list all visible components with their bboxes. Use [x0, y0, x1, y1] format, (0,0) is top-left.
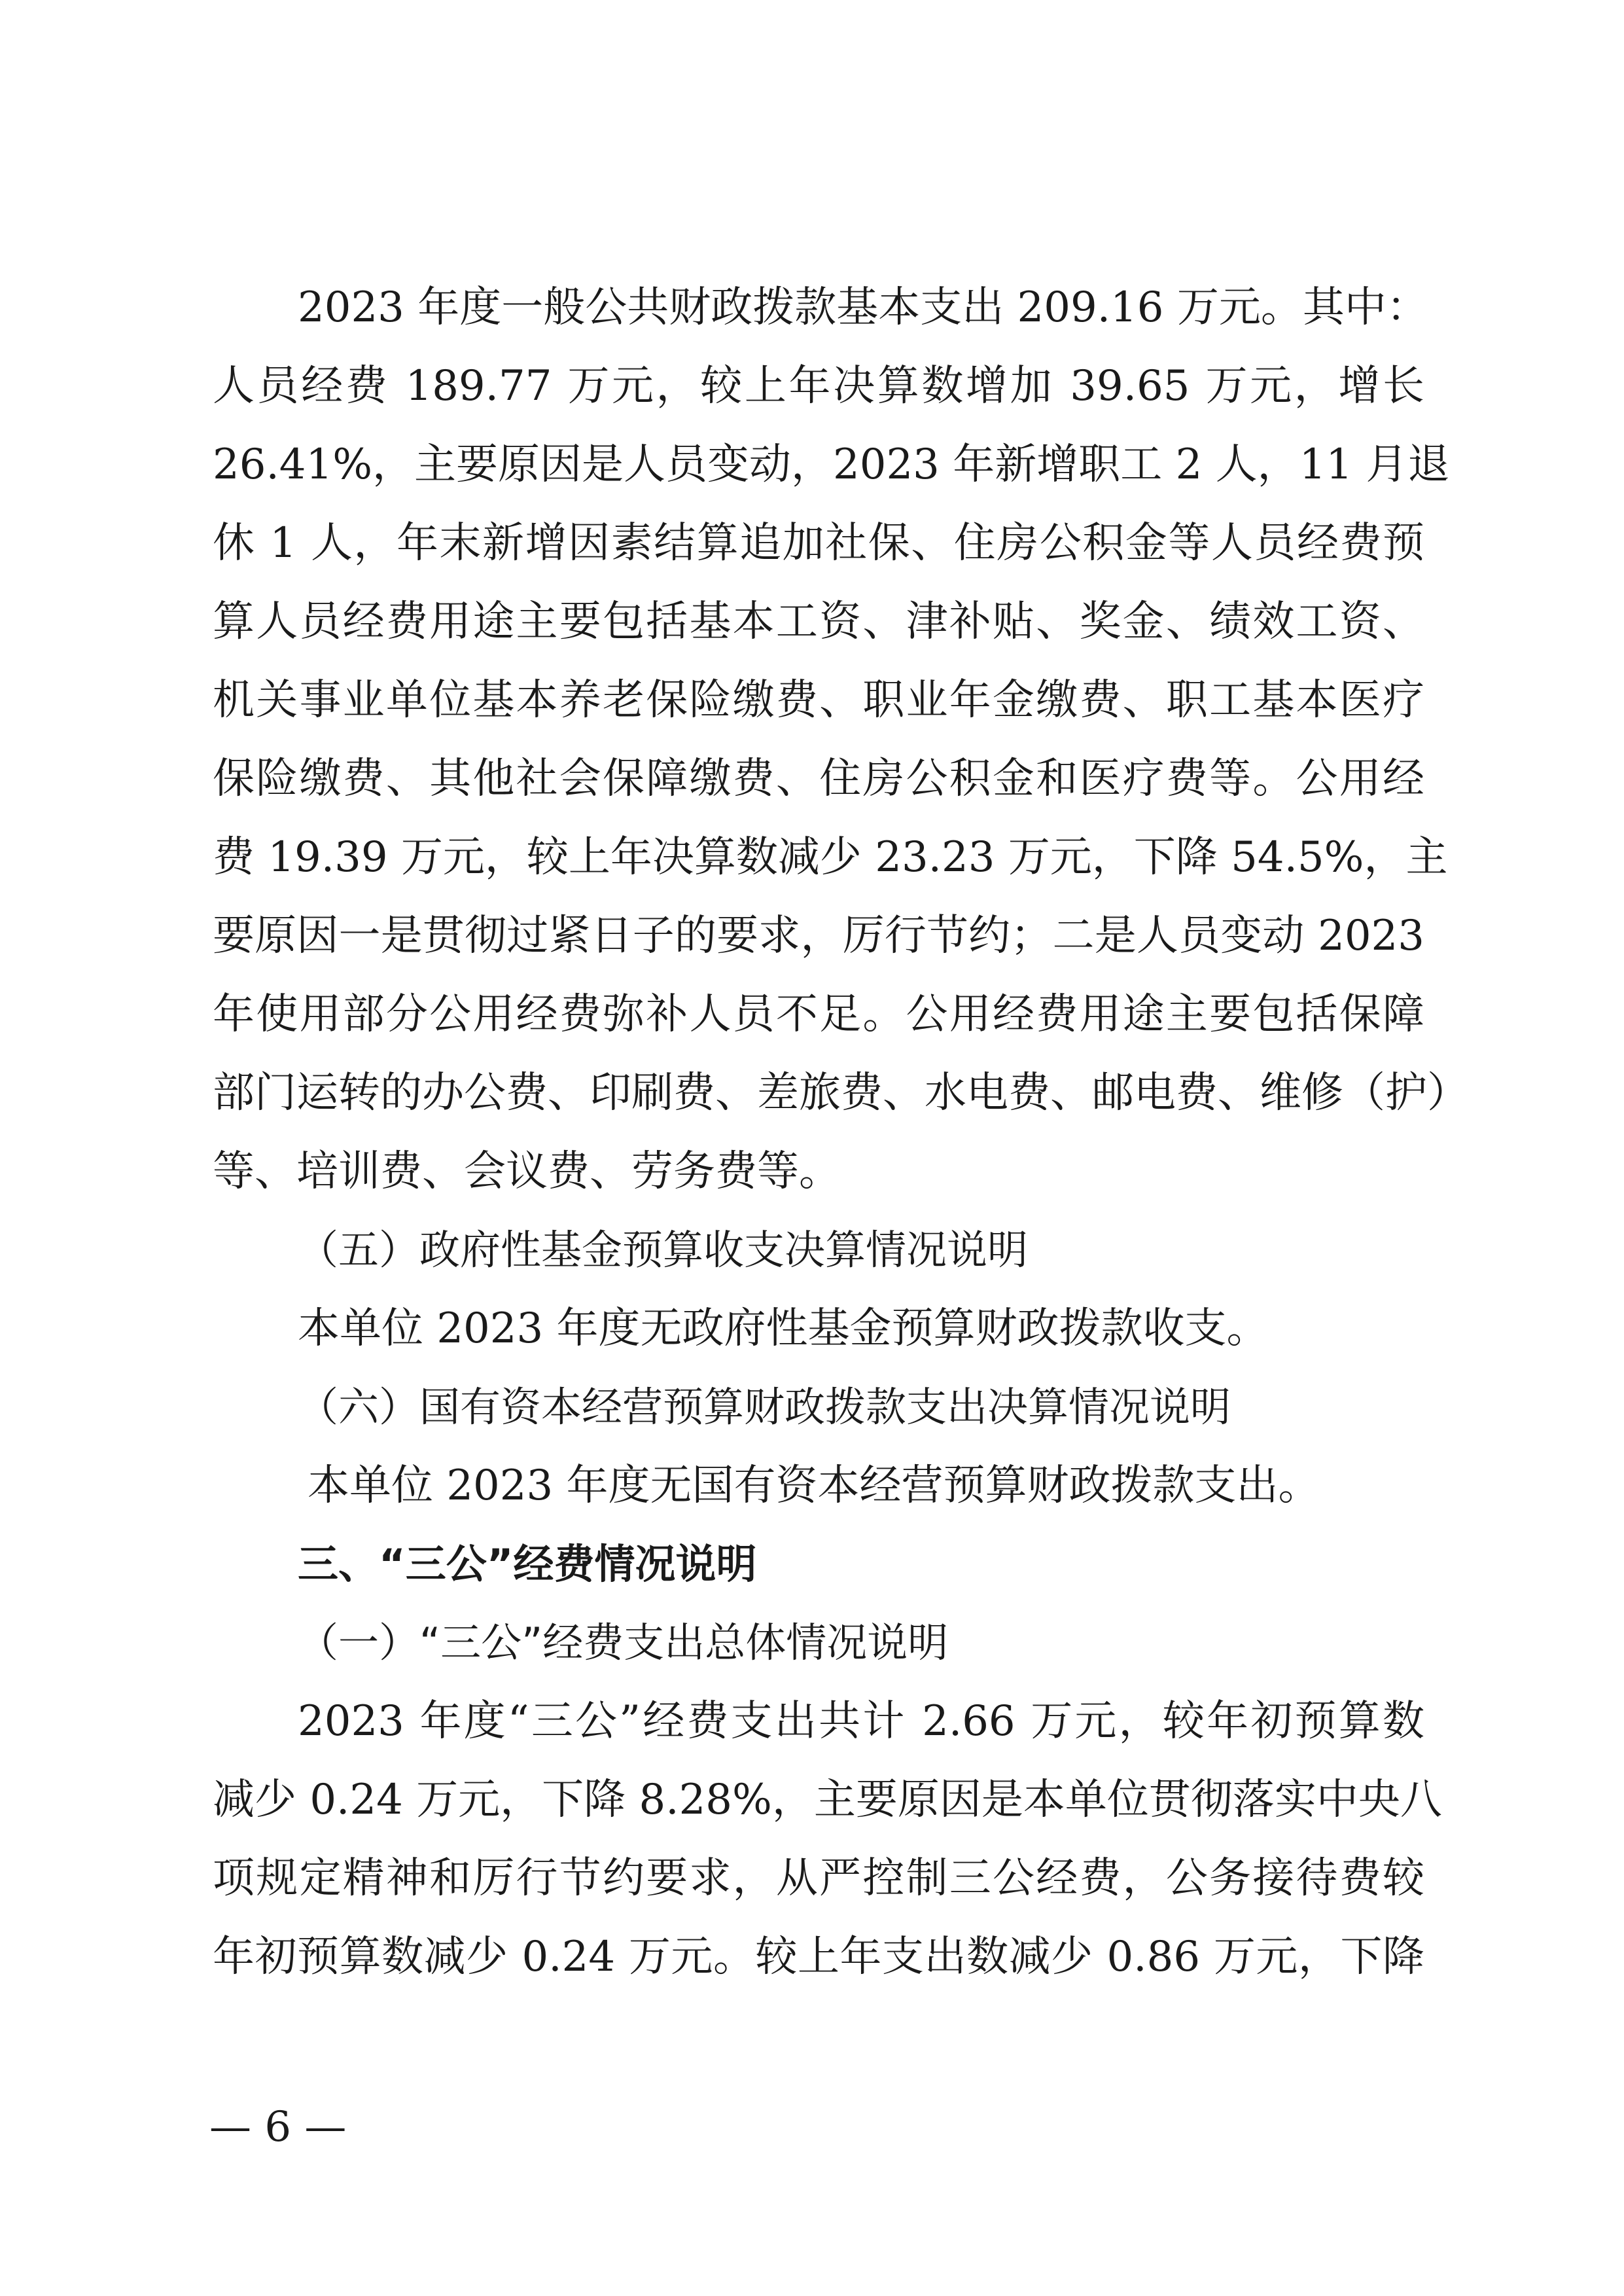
- paragraph-line: 年使用部分公用经费弥补人员不足。公用经费用途主要包括保障: [213, 990, 1424, 1039]
- paragraph-line: 保险缴费、其他社会保障缴费、住房公积金和医疗费等。公用经: [213, 755, 1424, 803]
- paragraph-line: 部门运转的办公费、印刷费、差旅费、水电费、邮电费、维修（护）: [213, 1069, 1469, 1117]
- paragraph-line: 项规定精神和厉行节约要求，从严控制三公经费，公务接待费较: [213, 1854, 1424, 1903]
- subheading-state-capital: （六）国有资本经营预算财政拨款支出决算情况说明: [298, 1383, 1231, 1431]
- paragraph-line: 本单位 2023 年度无国有资本经营预算财政拨款支出。: [308, 1462, 1320, 1510]
- paragraph-line: 年初预算数减少 0.24 万元。较上年支出数减少 0.86 万元，下降: [213, 1933, 1424, 1981]
- paragraph-line: 减少 0.24 万元，下降 8.28%，主要原因是本单位贯彻落实中央八: [213, 1776, 1442, 1824]
- paragraph-line: 休 1 人，年末新增因素结算追加社保、住房公积金等人员经费预: [213, 519, 1424, 567]
- section-heading-three-public: 三、“三公”经费情况说明: [298, 1540, 757, 1588]
- paragraph-line: 本单位 2023 年度无政府性基金预算财政拨款收支。: [298, 1304, 1269, 1353]
- subheading-government-fund: （五）政府性基金预算收支决算情况说明: [298, 1226, 1029, 1274]
- paragraph-line: 2023 年度一般公共财政拨款基本支出 209.16 万元。其中：: [298, 283, 1428, 332]
- paragraph-line: 机关事业单位基本养老保险缴费、职业年金缴费、职工基本医疗: [213, 676, 1424, 725]
- paragraph-line: 人员经费 189.77 万元，较上年决算数增加 39.65 万元，增长: [213, 362, 1424, 410]
- paragraph-line: 算人员经费用途主要包括基本工资、津补贴、奖金、绩效工资、: [213, 598, 1424, 646]
- subheading-overall-spending: （一）“三公”经费支出总体情况说明: [298, 1619, 949, 1666]
- paragraph-line: 等、培训费、会议费、劳务费等。: [213, 1147, 841, 1196]
- paragraph-line: 要原因一是贯彻过紧日子的要求，厉行节约；二是人员变动 2023: [213, 912, 1424, 960]
- paragraph-line: 26.41%，主要原因是人员变动，2023 年新增职工 2 人，11 月退: [213, 440, 1450, 489]
- paragraph-line: 费 19.39 万元，较上年决算数减少 23.23 万元，下降 54.5%，主: [213, 833, 1448, 882]
- paragraph-line: 2023 年度“三公”经费支出共计 2.66 万元，较年初预算数: [298, 1697, 1424, 1746]
- page-number: — 6 —: [209, 2103, 347, 2151]
